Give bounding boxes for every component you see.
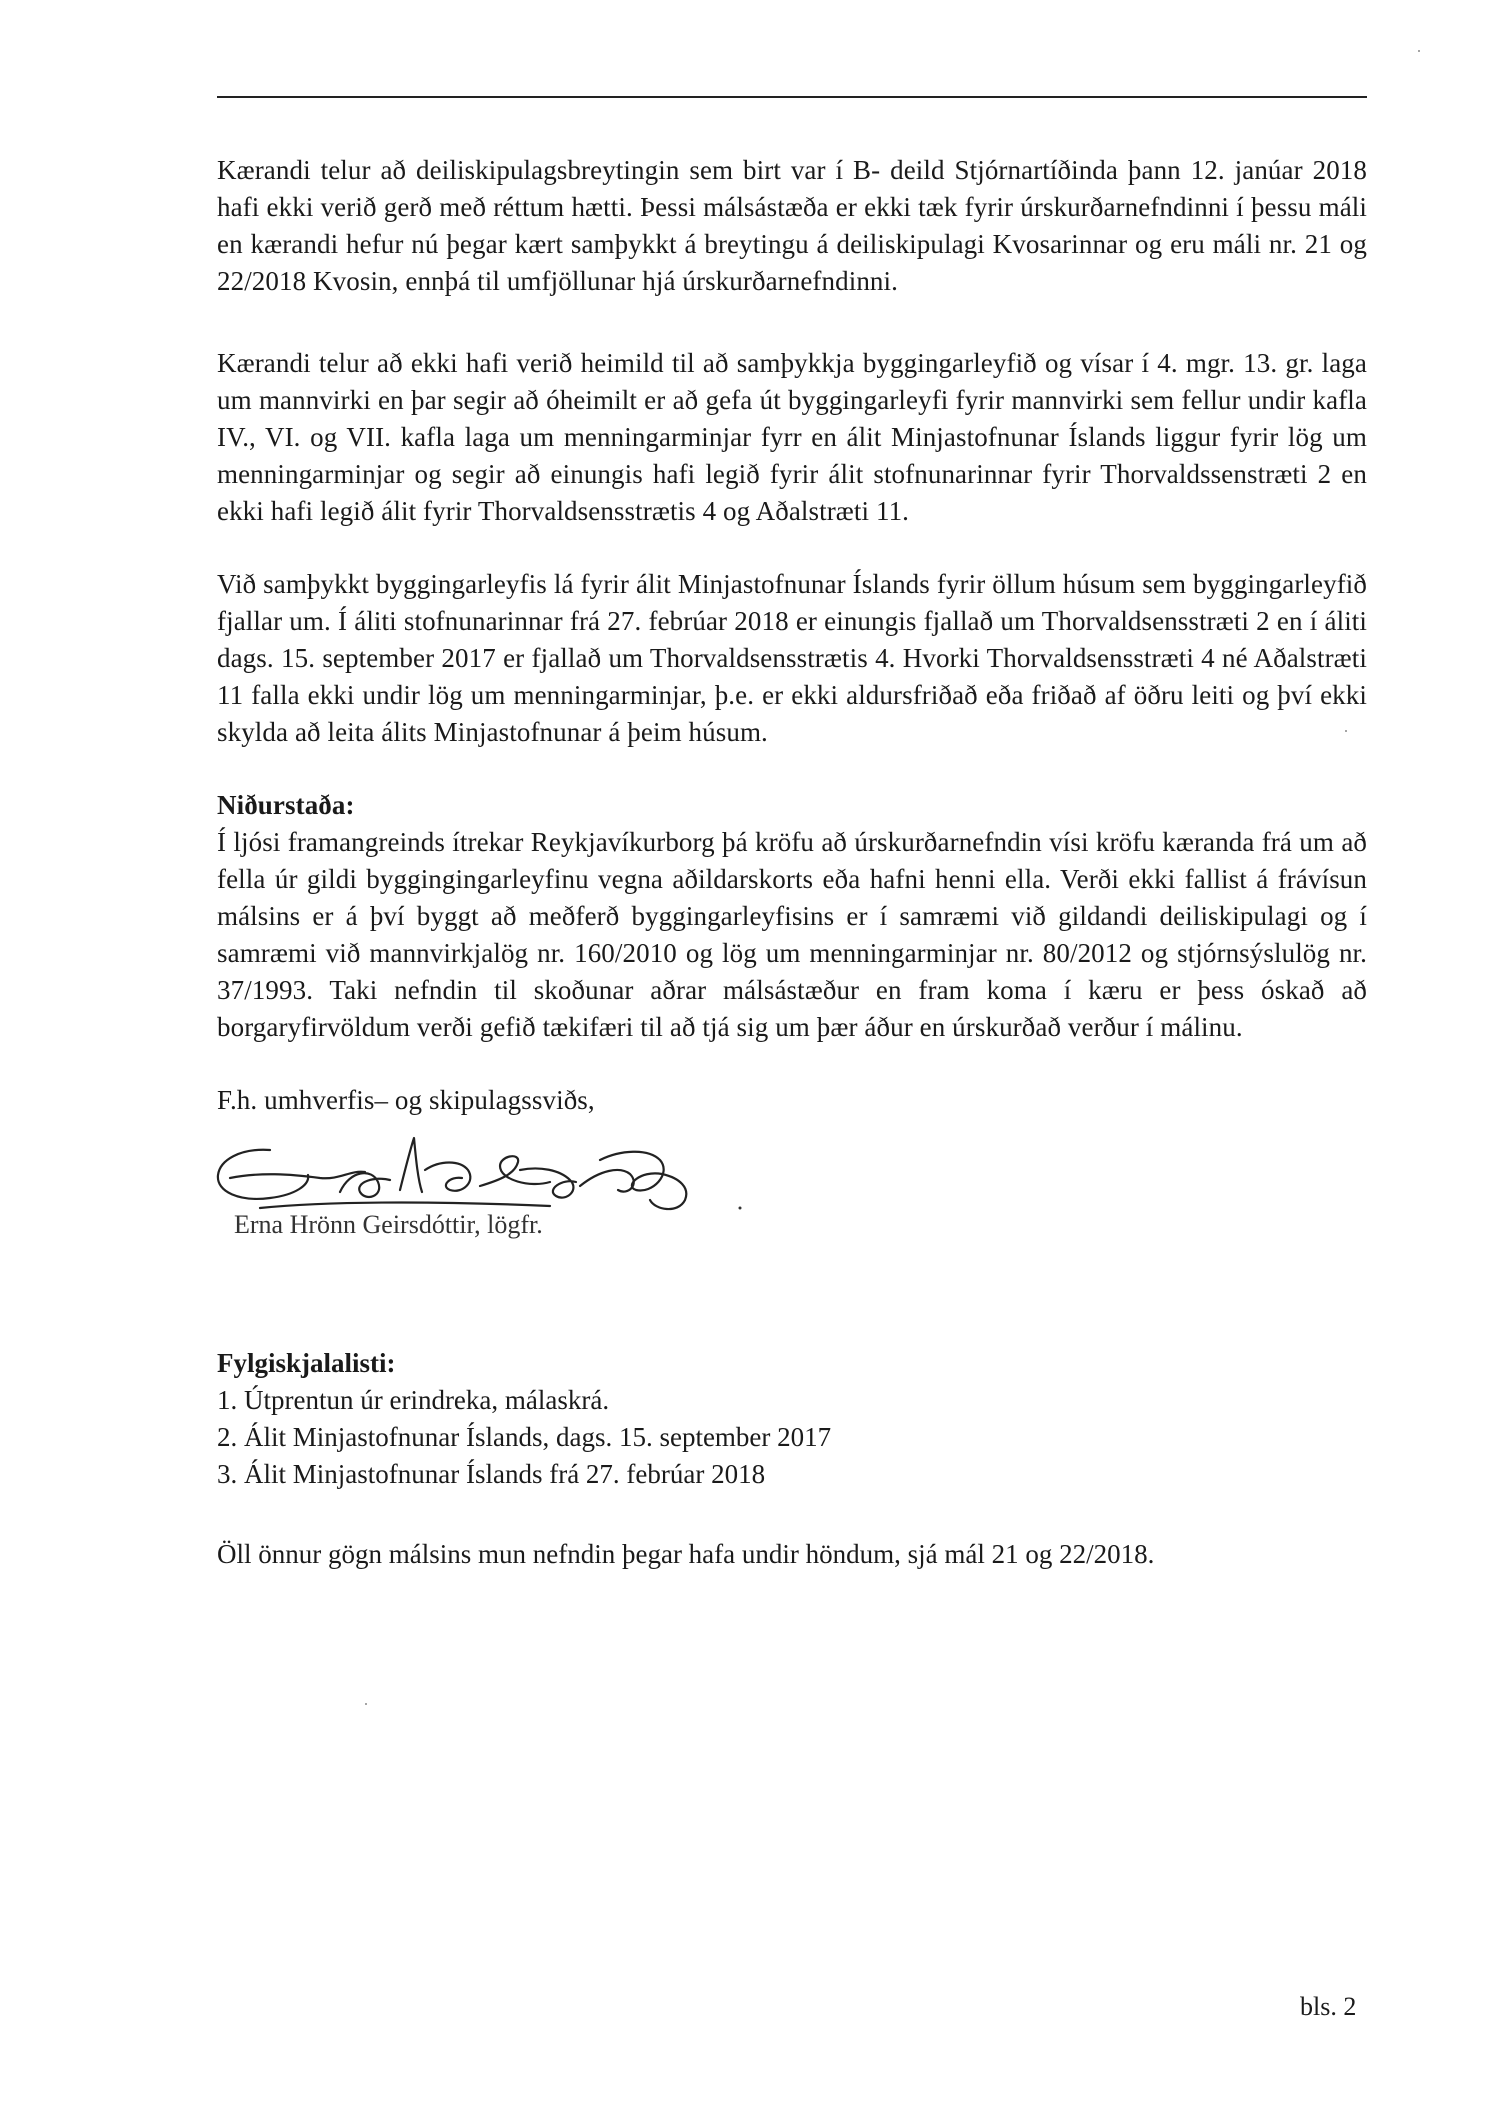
document-body — [217, 152, 1367, 1119]
scan-speck — [1418, 50, 1420, 52]
paragraph-1: Kærandi telur að deiliskipulagsbreytingin sem birt var í B- deild Stjórnartíðinda þann 12. janúar 2018 hafi ekki verið gerð með réttum hætti. Þessi málsástæða er ekki tæk fyrir úrskurðarnefndinni í þessu máli en kærandi hefur nú þegar kært samþykkt á breytingu á deiliskipulagi Kvosarinnar og eru máli nr. 21 og 22/2018 Kvosin, ennþá til umfjöllunar hjá úrskurðarnefndinni. — [217, 155, 1367, 296]
conclusion-heading: Niðurstaða: — [217, 790, 355, 820]
attachment-item: 3. Álit Minjastofnunar Íslands frá 27. febrúar 2018 — [217, 1459, 766, 1489]
signer-name: Erna Hrönn Geirsdóttir, lögfr. — [234, 1210, 543, 1239]
attachments-title: Fylgiskjalalisti: — [217, 1348, 396, 1378]
attachments-list — [217, 1382, 1367, 1493]
attachment-item: 1. Útprentun úr erindreka, málaskrá. — [217, 1385, 610, 1415]
signature-block — [200, 1130, 760, 1250]
scan-speck — [365, 1703, 367, 1705]
paragraph-2: Kærandi telur að ekki hafi verið heimild til að samþykkja byggingarleyfið og vísar í 4. mgr. 13. gr. laga um mannvirki en þar segir að óheimilt er að gefa út byggingarleyfi fyrir mannvirki sem fellur undir kafla IV., VI. og VII. kafla laga um menningarminjar fyrr en álit Minjastofnunar Íslands liggur fyrir lög um menningarminjar og segir að einungis hafi legið fyrir álit stofnunarinnar fyrir Thorvaldssenstræti 2 en ekki hafi legið álit fyrir Thorvaldsensstrætis 4 og Aðalstræti 11. — [217, 348, 1367, 526]
conclusion-paragraph: Í ljósi framangreinds ítrekar Reykjavíkurborg þá kröfu að úrskurðarnefndin vísi kröfu kæranda frá um að fella úr gildi byggingingarleyfinu vegna aðildarskorts eða hafni henni ella. Verði ekki fallist á frávísun málsins er á því byggt að meðferð byggingarleyfisins er í samræmi við gildandi deiliskipulagi og í samræmi við mannvirkjalög nr. 160/2010 og lög um menningarminjar nr. 80/2012 og stjórnsýslulög nr. 37/1993. Taki nefndin til skoðunar aðrar málsástæður en fram koma í kæru er þess óskað að borgaryfirvöldum verði gefið tækifæri til að tjá sig um þær áður en úrskurðað verður í málinu. — [217, 827, 1367, 1042]
attachments-section — [217, 1345, 1367, 1493]
page-number: bls. 2 — [1300, 1992, 1357, 2021]
attachment-item: 2. Álit Minjastofnunar Íslands, dags. 15. september 2017 — [217, 1422, 832, 1452]
scan-speck — [1345, 730, 1347, 732]
closing-line: F.h. umhverfis– og skipulagssviðs, — [217, 1085, 595, 1115]
paragraph-3: Við samþykkt byggingarleyfis lá fyrir álit Minjastofnunar Íslands fyrir öllum húsum sem byggingarleyfið fjallar um. Í áliti stofnunarinnar frá 27. febrúar 2018 er einungis fjallað um Thorvaldsensstræti 2 en í áliti dags. 15. september 2017 er fjallað um Thorvaldsensstrætis 4. Hvorki Thorvaldsensstræti 4 né Aðalstræti 11 falla ekki undir lög um menningarminjar, þ.e. er ekki aldursfriðað eða friðað af öðru leiti og því ekki skylda að leita álits Minjastofnunar á þeim húsum. — [217, 569, 1367, 747]
header-rule — [217, 96, 1367, 98]
final-note: Öll önnur gögn málsins mun nefndin þegar hafa undir höndum, sjá mál 21 og 22/2018. — [217, 1539, 1155, 1569]
